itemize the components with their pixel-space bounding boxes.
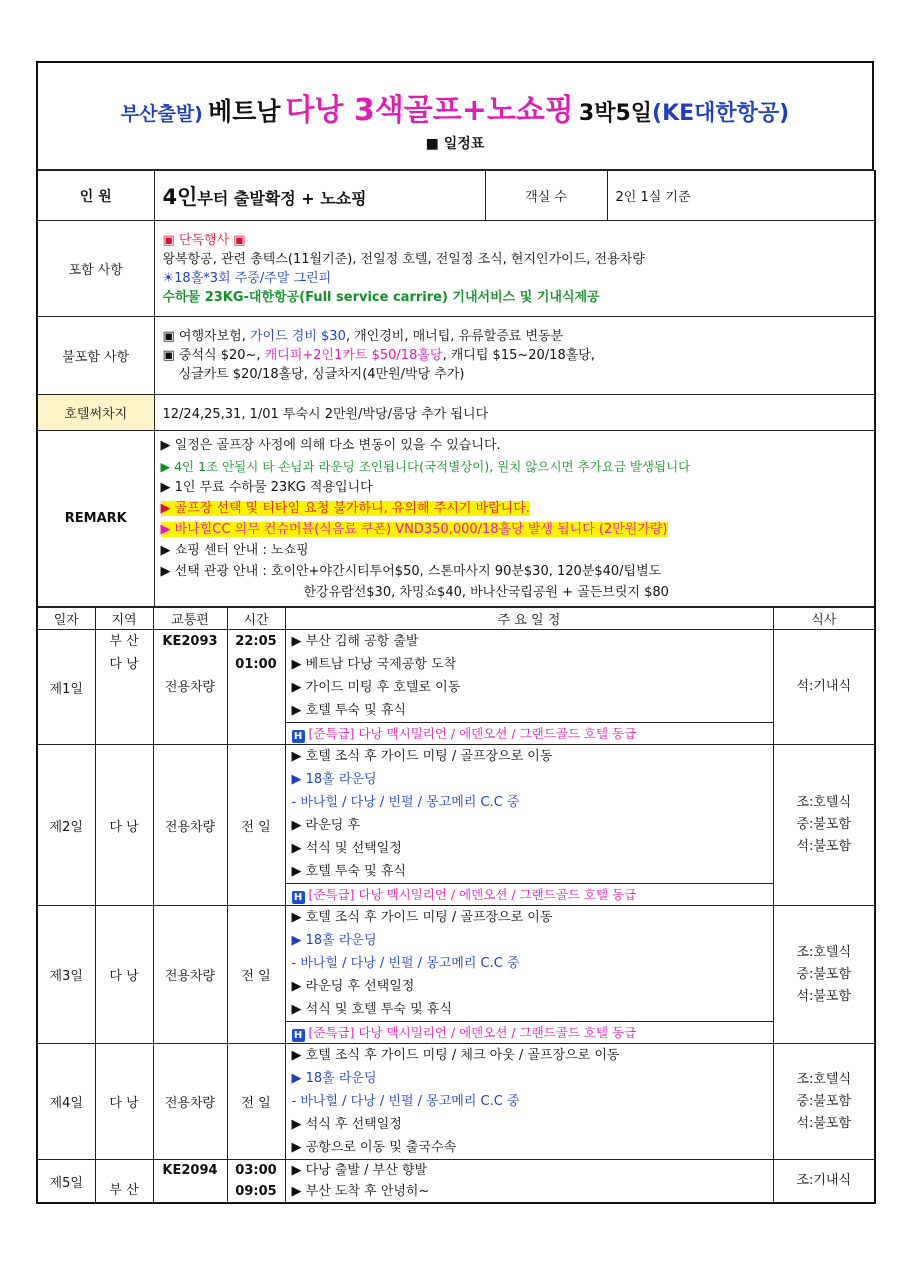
day-meal xyxy=(773,745,875,906)
meal-lunch: 중:불포함 xyxy=(796,1093,852,1109)
day-label: 제4일 xyxy=(37,1044,95,1160)
hotel-text: [준특급] 다낭 맥시밀리언 / 에덴오션 / 그랜드골드 호텔 동급 xyxy=(308,1025,637,1040)
day-schedule xyxy=(285,745,773,906)
schedule-item: ▶ 호텔 조식 후 가이드 미팅 / 체크 아웃 / 골프장으로 이동 xyxy=(291,1048,620,1063)
room-label: 객실 수 xyxy=(485,171,607,221)
remark-3: ▶ 1인 무료 수하물 23KG 적용입니다 xyxy=(160,479,373,495)
page-subtitle: ■ 일정표 xyxy=(425,136,485,152)
day-schedule xyxy=(285,1044,773,1160)
title-duration: 3박5일 xyxy=(578,101,653,126)
day-meal xyxy=(773,906,875,1044)
title-departure: 부산출발) xyxy=(120,103,203,125)
title-country: 베트남 xyxy=(207,97,281,126)
day-region: 다 낭 xyxy=(95,745,153,906)
schedule-item: ▶ 호텔 조식 후 가이드 미팅 / 골프장으로 이동 xyxy=(291,749,553,764)
day-region: 부 산 xyxy=(95,1160,153,1204)
day-time: 전 일 xyxy=(227,1044,285,1160)
day-row-2 xyxy=(37,745,875,906)
day-meal xyxy=(773,1044,875,1160)
remark-content xyxy=(154,431,875,607)
header-transport: 교통편 xyxy=(153,608,227,630)
day-schedule xyxy=(285,630,773,745)
region-1: 부 산 xyxy=(109,634,139,649)
surcharge-value: 12/24,25,31, 1/01 투숙시 2만원/박당/룸당 추가 됩니다 xyxy=(154,395,875,431)
meal-dinner: 석:불포함 xyxy=(796,988,852,1004)
room-value: 2인 1실 기준 xyxy=(607,171,875,221)
day-time xyxy=(227,1160,285,1204)
schedule-item: ▶ 호텔 투숙 및 휴식 xyxy=(291,864,406,879)
excludes-label: 불포함 사항 xyxy=(37,317,154,395)
day-row-1 xyxy=(37,630,875,745)
schedule-item: ▶ 18홀 라운딩 xyxy=(291,933,377,948)
remark-5-text: ▶ 바나힐CC 의무 컨슈머블(식음료 쿠폰) VND350,000/18홀당 발생 됩니다 (2만원가량) xyxy=(160,521,668,537)
people-label: 인 원 xyxy=(37,171,154,221)
hotel-text: [준특급] 다낭 맥시밀리언 / 에덴오션 / 그랜드골드 호텔 동급 xyxy=(308,726,637,741)
meal-breakfast: 조:호텔식 xyxy=(796,944,852,960)
schedule-item: ▶ 다낭 출발 / 부산 향발 xyxy=(291,1163,428,1178)
remark-label: REMARK xyxy=(37,431,154,607)
schedule-item: - 바나힐 / 다낭 / 빈펄 / 몽고메리 C.C 중 xyxy=(291,956,520,971)
remark-row xyxy=(37,431,875,607)
day-meal: 조:기내식 xyxy=(773,1160,875,1204)
excludes-line-1 xyxy=(163,327,867,346)
day-schedule xyxy=(285,1160,773,1204)
remark-2: ▶ 4인 1조 안될시 타 손님과 라운딩 조인됩니다(국적별상이), 원치 않으시면 추가요금 발생됩니다 xyxy=(160,458,691,474)
header-day: 일자 xyxy=(37,608,95,630)
excludes-content xyxy=(154,317,875,395)
includes-line-4: 수하물 23KG-대한항공(Full service carrire) 기내서비스 및 기내식제공 xyxy=(162,289,600,305)
header-meal: 식사 xyxy=(773,608,875,630)
remark-8: 한강유람선$30, 차밍쇼$40, 바나산국립공원 + 골든브릿지 $80 xyxy=(303,584,669,600)
schedule-item: ▶ 라운딩 후 xyxy=(291,818,360,833)
remark-5 xyxy=(161,519,869,540)
excludes-text: ▣ 여행자보험, xyxy=(162,329,250,344)
meal-breakfast: 조:호텔식 xyxy=(796,1071,852,1087)
itinerary-sheet xyxy=(36,61,874,1204)
day-row-4 xyxy=(37,1044,875,1160)
hotel-line xyxy=(286,722,773,744)
meal-dinner: 석:불포함 xyxy=(796,839,852,854)
schedule-item: ▶ 가이드 미팅 후 호텔로 이동 xyxy=(291,680,461,695)
day-transport xyxy=(153,630,227,745)
includes-content xyxy=(154,221,875,317)
day-row-3 xyxy=(37,906,875,1044)
region-2: 다 낭 xyxy=(109,657,139,672)
title-airline: (KE대한항공) xyxy=(652,101,790,126)
day-time xyxy=(227,630,285,745)
header-region: 지역 xyxy=(95,608,153,630)
schedule-item: ▶ 18홀 라운딩 xyxy=(291,772,377,787)
meal-breakfast: 조:호텔식 xyxy=(796,795,852,810)
includes-line-1: ▣ 단독행사 ▣ xyxy=(162,232,246,248)
schedule-item: ▶ 호텔 조식 후 가이드 미팅 / 골프장으로 이동 xyxy=(291,910,553,925)
day-transport: 전용차량 xyxy=(153,906,227,1044)
surcharge-label: 호텔써차지 xyxy=(37,395,154,431)
page-title xyxy=(38,85,872,129)
schedule-item: ▶ 부산 김해 공항 출발 xyxy=(291,634,419,649)
day-transport: 전용차량 xyxy=(153,745,227,906)
excludes-line-3: 싱글카트 $20/18홀당, 싱글차지(4만원/박당 추가) xyxy=(178,367,465,382)
includes-line-3: ☀18홀*3회 주중/주말 그린피 xyxy=(162,270,332,286)
schedule-item: ▶ 라운딩 후 선택일정 xyxy=(291,979,415,994)
title-box xyxy=(36,61,874,170)
day-label: 제2일 xyxy=(37,745,95,906)
schedule-item: - 바나힐 / 다낭 / 빈펄 / 몽고메리 C.C 중 xyxy=(291,1094,520,1109)
day-transport: KE2094 xyxy=(153,1160,227,1204)
schedule-item: ▶ 18홀 라운딩 xyxy=(291,1071,377,1086)
includes-line-2: 왕복항공, 관련 총텍스(11월기준), 전일정 호텔, 전일정 조식, 현지인가이드, 전용차량 xyxy=(162,251,645,267)
hotel-icon: H xyxy=(292,1029,305,1042)
schedule-item: ▶ 석식 및 선택일정 xyxy=(291,841,402,856)
excludes-text: , 캐디팁 $15~20/18홀당, xyxy=(442,348,595,363)
people-big: 4인 xyxy=(162,184,198,209)
schedule-item: ▶ 베트남 다낭 국제공항 도착 xyxy=(291,657,457,672)
excludes-row xyxy=(37,317,875,395)
time-2: 09:05 xyxy=(235,1184,277,1199)
includes-label: 포함 사항 xyxy=(37,221,154,317)
remark-1: ▶ 일정은 골프장 사정에 의해 다소 변동이 있을 수 있습니다. xyxy=(160,437,501,453)
hotel-line xyxy=(286,883,773,905)
surcharge-row xyxy=(37,395,875,431)
remark-4-text: ▶ 골프장 선택 및 티타임 요청 불가하니, 유의해 주시기 바랍니다. xyxy=(160,500,530,516)
day-row-5 xyxy=(37,1160,875,1204)
time-1: 22:05 xyxy=(235,634,277,649)
excludes-text: , 개인경비, 매너팁, 유류할증료 변동분 xyxy=(345,329,564,344)
people-value xyxy=(154,171,485,221)
people-text: 부터 출발확정 + 노쇼핑 xyxy=(197,188,367,208)
schedule-item: ▶ 석식 및 호텔 투숙 및 휴식 xyxy=(291,1002,452,1017)
itinerary-header xyxy=(37,608,875,630)
hotel-icon: H xyxy=(292,891,305,904)
meal-dinner: 석:불포함 xyxy=(796,1115,852,1131)
day-time: 전 일 xyxy=(227,906,285,1044)
schedule-item: ▶ 호텔 투숙 및 휴식 xyxy=(291,703,406,718)
flight-number: KE2093 xyxy=(162,634,218,649)
day-region xyxy=(95,630,153,745)
meal-lunch: 중:불포함 xyxy=(796,817,852,832)
excludes-text: ▣ 중석식 $20~, xyxy=(162,348,265,363)
day-region: 다 낭 xyxy=(95,1044,153,1160)
guide-fee: 가이드 경비 $30 xyxy=(249,329,346,344)
hotel-icon: H xyxy=(292,730,305,743)
day-transport: 전용차량 xyxy=(153,1044,227,1160)
day-time: 전 일 xyxy=(227,745,285,906)
schedule-item: ▶ 석식 후 선택일정 xyxy=(291,1117,402,1132)
itinerary-table xyxy=(36,607,876,1204)
day-label: 제3일 xyxy=(37,906,95,1044)
people-row xyxy=(37,171,875,221)
time-2: 01:00 xyxy=(235,657,277,672)
remark-6: ▶ 쇼핑 센터 안내 : 노쇼핑 xyxy=(160,542,309,558)
header-schedule: 주 요 일 정 xyxy=(285,608,773,630)
info-table xyxy=(36,170,876,607)
excludes-line-2 xyxy=(163,346,867,365)
hotel-line xyxy=(286,1021,773,1043)
time-1: 03:00 xyxy=(235,1163,277,1178)
meal-lunch: 중:불포함 xyxy=(796,966,852,982)
transport-car: 전용차량 xyxy=(164,680,216,695)
schedule-item: - 바나힐 / 다낭 / 빈펄 / 몽고메리 C.C 중 xyxy=(291,795,520,810)
schedule-item: ▶ 공항으로 이동 및 출국수속 xyxy=(291,1140,457,1155)
day-region: 다 낭 xyxy=(95,906,153,1044)
includes-row xyxy=(37,221,875,317)
remark-4 xyxy=(161,498,869,519)
schedule-item: ▶ 부산 도착 후 안녕히~ xyxy=(291,1184,430,1199)
day-schedule xyxy=(285,906,773,1044)
remark-7: ▶ 선택 관광 안내 : 호이안+야간시티투어$50, 스톤마사지 90분$30, 120분$40/팁별도 xyxy=(160,563,662,579)
day-meal: 석:기내식 xyxy=(773,630,875,745)
day-label: 제1일 xyxy=(37,630,95,745)
day-label: 제5일 xyxy=(37,1160,95,1204)
header-time: 시간 xyxy=(227,608,285,630)
hotel-text: [준특급] 다낭 맥시밀리언 / 에덴오션 / 그랜드골드 호텔 동급 xyxy=(308,887,637,902)
title-product: 다낭 3색골프+노쇼핑 xyxy=(285,93,574,128)
caddie-fee: 캐디피+2인1카트 $50/18홀당 xyxy=(264,348,443,363)
